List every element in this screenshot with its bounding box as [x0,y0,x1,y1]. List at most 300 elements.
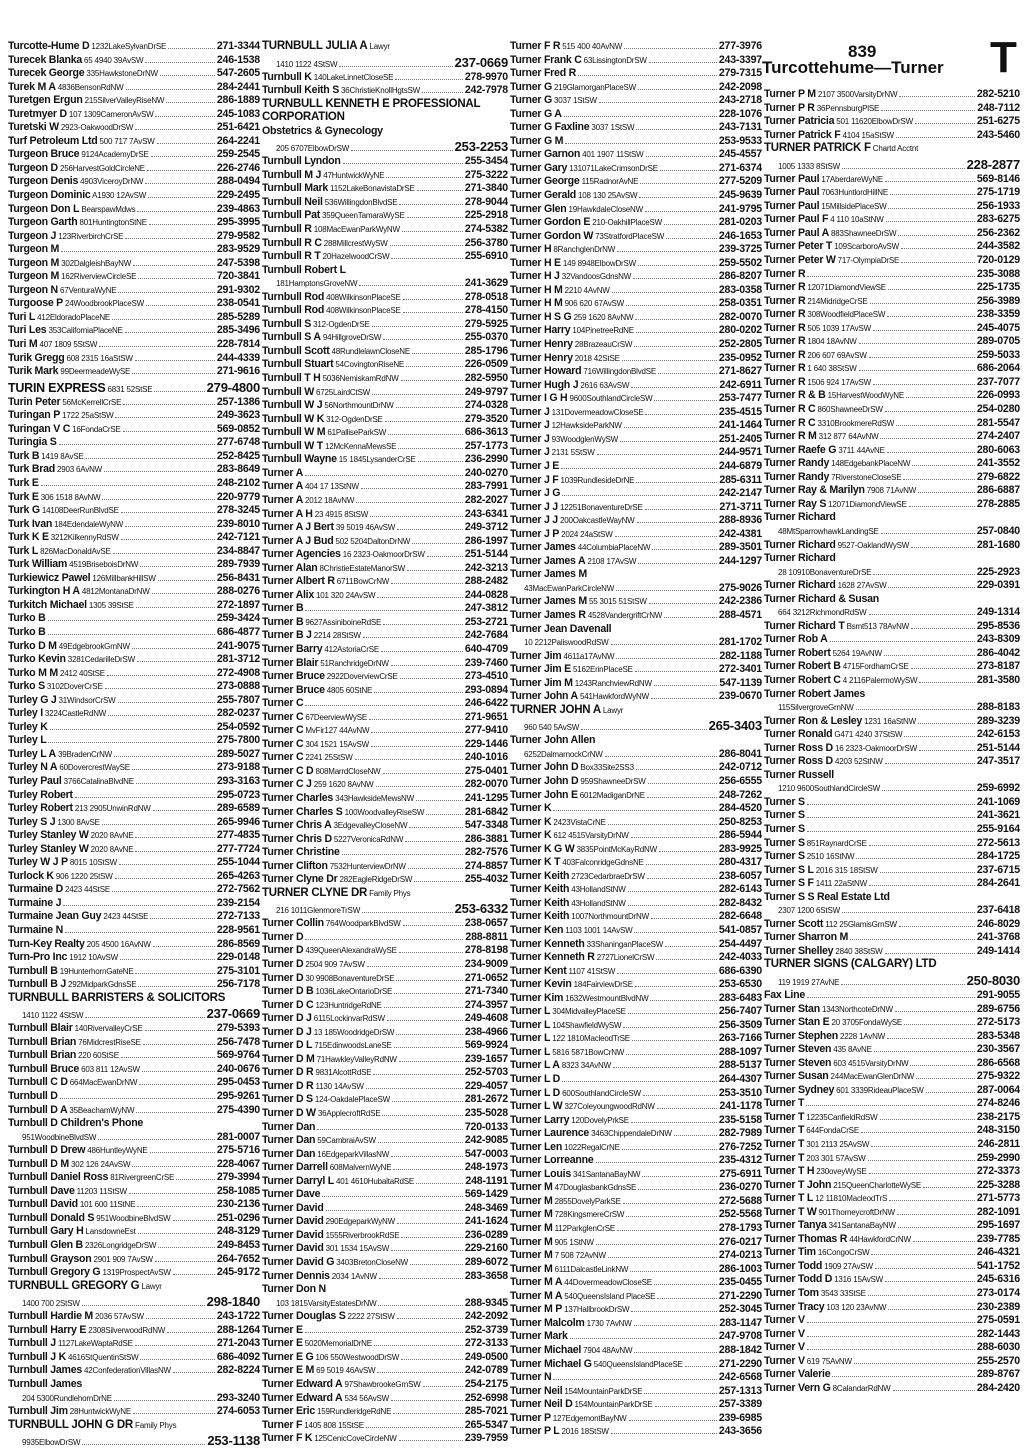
listing-name [764,579,886,593]
listing-name-text: Turner Collin [262,917,324,930]
dot-leader [403,299,463,300]
listing-name-text: Turner L [510,1045,551,1058]
listing-address: 728KingsmereCrSW [552,1210,625,1220]
listing-name-text: Turetmyer D [8,107,67,120]
listing-name [510,690,649,704]
listing-entry [262,1026,508,1040]
listing-phone: 256-7178 [216,978,260,991]
listing-entry [510,189,762,203]
dot-leader [112,891,215,892]
listing-entry [262,54,508,71]
listing-phone: 271-5773 [976,1192,1020,1205]
listing-entry [8,978,260,992]
listing-name [510,1276,652,1290]
listing-phone: 241-1295 [464,791,508,804]
listing-name-text: Turner John D [510,761,579,774]
listing-address: 540QueensIsland PlaceSE [562,1291,656,1301]
listing-name-text: Turik Gregg [8,351,65,364]
listing-name [510,230,664,244]
listing-name [8,365,130,379]
dot-leader [854,1363,975,1364]
listing-name-text: Turingan V C [8,422,71,435]
listing-name-text: Turner Ray & Marilyn [764,484,865,497]
listing-phone: 281-0203 [718,216,762,229]
listing-phone: 282-1091 [976,1205,1020,1218]
listing-name [262,264,346,278]
listing-name-text: Turner H M [510,297,563,310]
listing-address: 1243RanchviewRdNW [572,678,652,688]
listing-entry [764,864,1020,878]
listing-entry [262,1283,508,1297]
dot-leader [605,756,717,757]
listing-phone: 284-2420 [976,1381,1020,1394]
listing-name [510,1141,620,1155]
listing-entry [8,938,260,952]
listing-phone: 256-3780 [464,236,508,249]
dot-leader [63,905,215,906]
listing-entry [8,1063,260,1077]
listing-entry [262,264,508,278]
dot-leader [655,1406,717,1407]
dot-leader [630,1271,717,1272]
listing-name [764,566,871,580]
listing-name [764,1260,873,1274]
listing-entry [510,175,762,189]
listing-entry [510,81,762,95]
listing-entry [510,135,762,149]
listing-phone: 253-6530 [718,978,762,991]
listing-entry [8,626,260,640]
listing-name-text: Turgeon Bruce [8,148,80,161]
listing-entry [764,335,1020,349]
listing-phone: 250-8030 [966,973,1020,988]
listing-name-text: Turner Richard T [764,619,845,632]
dot-leader [113,553,215,554]
listing-name-text: Turner Dennis [262,1269,330,1282]
listing-name-text: Turley Robert [8,788,73,801]
listing-entry [764,1124,1020,1138]
dot-leader [139,1084,215,1085]
dot-leader [399,1061,463,1062]
listing-address: 5816 5871BowCrNW [550,1047,625,1057]
listing-entry [262,1202,508,1216]
listing-name [262,616,381,630]
listing-phone: 242-2098 [718,80,762,93]
listing-name-text: Turnbull Glen B [8,1239,83,1252]
listing-name-text: Turner C [262,710,304,723]
listing-entry [8,108,260,122]
listing-name [8,1049,119,1063]
listing-name-text: Turner Neil [510,1384,563,1397]
dot-leader [412,353,463,354]
listing-phone: 274-8246 [976,1097,1020,1110]
listing-name [262,440,396,454]
listing-name [764,376,871,390]
listing-entry [8,352,260,366]
listing-phone: 282-2027 [464,493,508,506]
listing-name-text: Turnbull Dave [8,1184,75,1197]
listing-address: 3711 44AvNE [836,445,885,455]
dot-leader [915,123,975,124]
listing-name [8,1378,82,1392]
dot-leader [633,278,717,279]
listing-entry [8,734,260,748]
listing-phone: 235-4312 [718,1154,762,1167]
dot-leader [856,709,975,710]
listing-address: 2901 909 7AvSW [91,1254,153,1264]
listing-address: 56McKerrellCrSE [60,397,122,407]
listing-name [8,992,225,1006]
listing-entry [8,612,260,626]
listing-name [764,539,909,553]
listing-address: 3463ChippendaleDrNW [589,1129,672,1139]
listing-entry [510,704,762,718]
listing-name [510,1059,611,1073]
listing-phone: 278-4150 [464,304,508,317]
listing-phone: 236-2990 [464,453,508,466]
dot-leader [616,658,717,659]
listing-name-text: Turner T L [764,1192,814,1205]
dot-leader [418,461,463,462]
listing-entry [510,433,762,447]
dot-leader [901,248,975,249]
listing-name [262,399,394,413]
listing-address: 210-OakhillPlaceSW [590,218,663,228]
listing-entry [510,636,762,650]
listing-entry [8,94,260,108]
listing-address: 1039RundlesideDrNE [558,475,635,485]
listing-phone: 229-4057 [464,1079,508,1092]
listing-phone: 235-4515 [718,405,762,418]
listing-entry [8,1253,260,1267]
dot-leader [135,1345,215,1346]
listing-address: 5162ErinPlaceSE [570,665,633,675]
dot-leader [398,448,463,449]
dot-leader [869,845,975,846]
listing-name-text: Turnbull Jim [8,1405,68,1418]
listing-phone: 288-8936 [718,514,762,527]
listing-name [262,887,410,901]
listing-phone: 288-4571 [718,608,762,621]
listing-entry [510,514,762,528]
listing-entry [510,938,762,952]
dot-leader [635,671,717,672]
listing-address: 159RundleridgeRdNE [314,1407,392,1417]
listing-name [510,460,559,474]
listing-entry [262,657,508,671]
listing-address: 2222 27StSW [345,1312,395,1322]
listing-name-text: Turik Mark [8,365,59,378]
listing-entry [8,924,260,938]
listing-address: 200OakcastleWayNW [557,516,635,526]
listing-address: 2504 909 7AvSW [303,960,365,969]
listing-name [262,413,383,427]
dot-leader [899,96,975,97]
listing-name [510,541,650,555]
listing-name [262,1283,326,1297]
listing-address: Bsmt513 78AvNW [844,621,910,631]
listing-phone: 246-8029 [976,917,1020,930]
listing-name-text: Turner Henry [510,338,573,351]
dot-leader [658,373,717,374]
listing-name-text: Turner M [510,1194,553,1207]
listing-entry [262,304,508,318]
listing-name [8,1171,174,1185]
listing-name [510,1154,594,1168]
dot-leader [397,1318,463,1319]
listing-entry [764,200,1020,214]
listing-entry [510,734,762,748]
listing-entry [510,1100,762,1114]
listing-name-text: Turner A J Bud [262,534,334,547]
listing-name [510,189,637,203]
listing-phone: 242-4381 [718,527,762,540]
listing-name-text: Turnbull S A [262,331,321,344]
listing-entry [510,528,762,542]
listing-name [262,819,407,833]
dot-leader [407,217,463,218]
listing-phone: 281-3580 [976,673,1020,686]
listing-phone: 246-1538 [216,53,260,66]
listing-phone: 274-5382 [464,223,508,236]
listing-name-text: Turner L D [510,1086,561,1099]
listing-address: 8015 10StSW [67,858,117,868]
dot-leader [842,168,965,169]
listing-name [262,629,361,643]
listing-name [764,755,883,769]
listing-phone: 239-2154 [216,896,260,909]
listing-name [764,1084,924,1098]
listing-name-text: Turgeon Denis [8,175,79,188]
dot-leader [376,786,463,787]
dot-leader [396,407,463,408]
listing-entry [262,98,508,112]
listing-name [764,484,916,498]
listing-name-text: Turek M A [8,80,56,93]
listing-phone: 241-1624 [464,1215,508,1228]
listing-name [764,989,805,1003]
listing-entry [764,1233,1020,1247]
listing-phone: 225-1735 [976,281,1020,294]
listing-phone: 241-3552 [976,457,1020,470]
dot-leader [628,1013,717,1014]
listing-name-text: Turgeon D [8,161,58,174]
listing-name [8,175,143,189]
listing-entry [764,376,1020,390]
listing-entry [764,417,1020,431]
listing-name-text: Turner Jim E [510,663,571,676]
listing-phone: 293-3240 [216,1391,260,1404]
listing-entry [262,860,508,874]
listing-name-text: Turecek George [8,67,85,80]
listing-phone: 295-3995 [216,216,260,229]
listing-name [8,816,100,830]
listing-entry [262,724,508,738]
listing-address: G471 4240 37StSW [832,730,903,740]
listing-name-text: Turner J J [510,514,558,527]
listing-name-text: Turner T W [764,1205,817,1218]
listing-name [262,999,382,1013]
listing-phone: 265-9946 [216,815,260,828]
listing-phone: 243-1722 [216,1310,260,1323]
listing-name [764,457,910,471]
listing-entry [262,1080,508,1094]
listing-name [510,1385,642,1399]
listing-address: 2024 24aStSW [559,529,613,539]
listing-address: Chartd Acctnt [870,144,919,154]
listing-phone: 283-9925 [718,842,762,855]
listing-name-text: Turner D S [262,1093,313,1106]
listing-name [262,1297,376,1311]
listing-phone: 275-0591 [976,1314,1020,1327]
listing-phone: 569-9764 [216,1049,260,1062]
listing-name [262,833,403,847]
listing-entry [510,897,762,911]
dot-leader [391,665,463,666]
listing-phone: 248-7112 [977,101,1020,114]
listing-name-text: Turingia S [8,436,57,449]
listing-address: 1210 9600SouthlandCircleSW [778,784,880,794]
listing-phone: 241-1464 [718,419,762,432]
listing-name [262,426,386,440]
listing-name-text: Turner R C [764,416,816,429]
listing-address: 9627AssiniboineRdSE [303,617,382,627]
listing-name [764,142,918,156]
listing-entry [262,237,508,251]
listing-phone: 249-4608 [464,1012,508,1025]
listing-entry [764,891,1020,905]
listing-name [8,189,146,203]
listing-entry [510,1425,762,1439]
listing-entry [8,1364,260,1378]
listing-entry [510,1019,762,1033]
dot-leader [632,1040,717,1041]
listing-entry [8,761,260,775]
listing-phone: 239-1657 [464,1052,508,1065]
listing-address: 106 550WestwoodDrSW [313,1352,400,1362]
listing-name [510,883,626,897]
listing-entry [764,1057,1020,1071]
listing-phone: 241-3629 [464,277,508,290]
listing-phone: 285-3496 [216,324,260,337]
dot-leader [581,729,707,730]
listing-phone: 273-0888 [216,680,260,693]
listing-address: BearspawMdws [79,204,136,214]
dot-leader [378,1142,463,1143]
listing-phone: 283-6275 [976,213,1020,226]
listing-name-text: Turner G [510,80,552,93]
listing-name-text: Turnbull David [8,1198,78,1211]
listing-address: 140LakeLinnetCloseSE [311,72,394,82]
listing-entry [510,67,762,81]
listing-address: 16FondaCrSE [70,424,121,434]
listing-entry [764,1138,1020,1152]
listing-entry [262,1175,508,1189]
listing-name-text: Turmaine N [8,924,63,936]
listing-name [510,135,563,149]
listing-name-text: Turi M [8,338,38,351]
listing-address: 47DouglasbankGdnsSE [552,1183,637,1193]
listing-address: 16 2323-OakmoorDrSW [832,743,918,753]
listing-address: 115SilvergroveGrnNW [778,703,854,713]
listing-phone: 281-0007 [216,1130,260,1143]
listing-address: 312 877 64AvNW [816,432,879,442]
listing-address: 20HazelwoodCrSW [320,252,390,262]
listing-name-text: Turnbull Blair [8,1022,73,1035]
listing-name-text: Turner D [262,958,304,970]
dot-leader [807,1336,975,1337]
listing-entry [262,917,508,931]
listing-name-text: Turner David [262,1201,324,1214]
listing-name [764,281,886,295]
listing-name-text: Turner M [510,1262,553,1275]
listing-phone: 234-8847 [216,544,260,557]
listing-name-text: Obstetrics & Gynecology [262,124,383,137]
listing-entry [8,721,260,735]
dot-leader [326,1210,463,1211]
listing-entry [8,189,260,203]
listing-phone: 686-2064 [976,362,1020,375]
listing-address: 4812MontanaDrNW [79,587,150,597]
dot-leader [378,1305,462,1306]
listing-name [764,102,879,116]
listing-address: 93WoodglenWySW [549,434,618,444]
dot-leader [886,221,975,222]
dot-leader [382,1115,462,1116]
listing-name [764,1070,914,1084]
listing-phone: 273-9188 [216,761,260,774]
dot-leader [899,926,975,927]
listing-entry [8,1158,260,1172]
listing-entry [764,1043,1020,1057]
listing-name [262,944,397,958]
dot-leader [115,878,215,879]
listing-name-text: Turkiewicz Pawel [8,571,91,584]
listing-name-text: Turnbull Brian [8,1035,77,1048]
listing-name-text: Turnbull Rod [262,304,325,317]
listing-entry [510,816,762,830]
listing-phone: 273-8187 [976,660,1020,673]
listing-name [764,1179,921,1193]
listing-entry [764,1016,1020,1030]
dot-leader [390,245,463,246]
listing-entry [8,599,260,613]
listing-name [510,568,587,582]
listing-name-text: Turner David G [262,1256,335,1269]
listing-phone: 230-3567 [976,1043,1020,1056]
listing-name [262,304,401,318]
listing-phone: 291-9302 [216,283,260,296]
dot-leader [377,1372,462,1373]
listing-name [8,1185,127,1199]
dot-leader [873,330,975,331]
dot-leader [108,715,215,716]
listing-entry [262,155,508,169]
dot-leader [623,1203,717,1204]
listing-address: 94HillgroveDrSW [320,333,382,343]
listing-entry [764,606,1020,620]
listing-phone: 275-3101 [216,964,260,977]
page-number: 839 [848,42,877,61]
listing-address: Family Phys [132,1420,177,1430]
listing-name-text: Turnbull Harry E [8,1323,87,1336]
listing-name [764,931,848,945]
listing-entry [8,518,260,532]
listing-phone: 248-1191 [465,1174,508,1187]
listing-address: 67VenturaWyNE [57,285,117,295]
listing-name-text: Turner Ron & Lesley [764,714,863,727]
dot-leader [629,1420,717,1421]
